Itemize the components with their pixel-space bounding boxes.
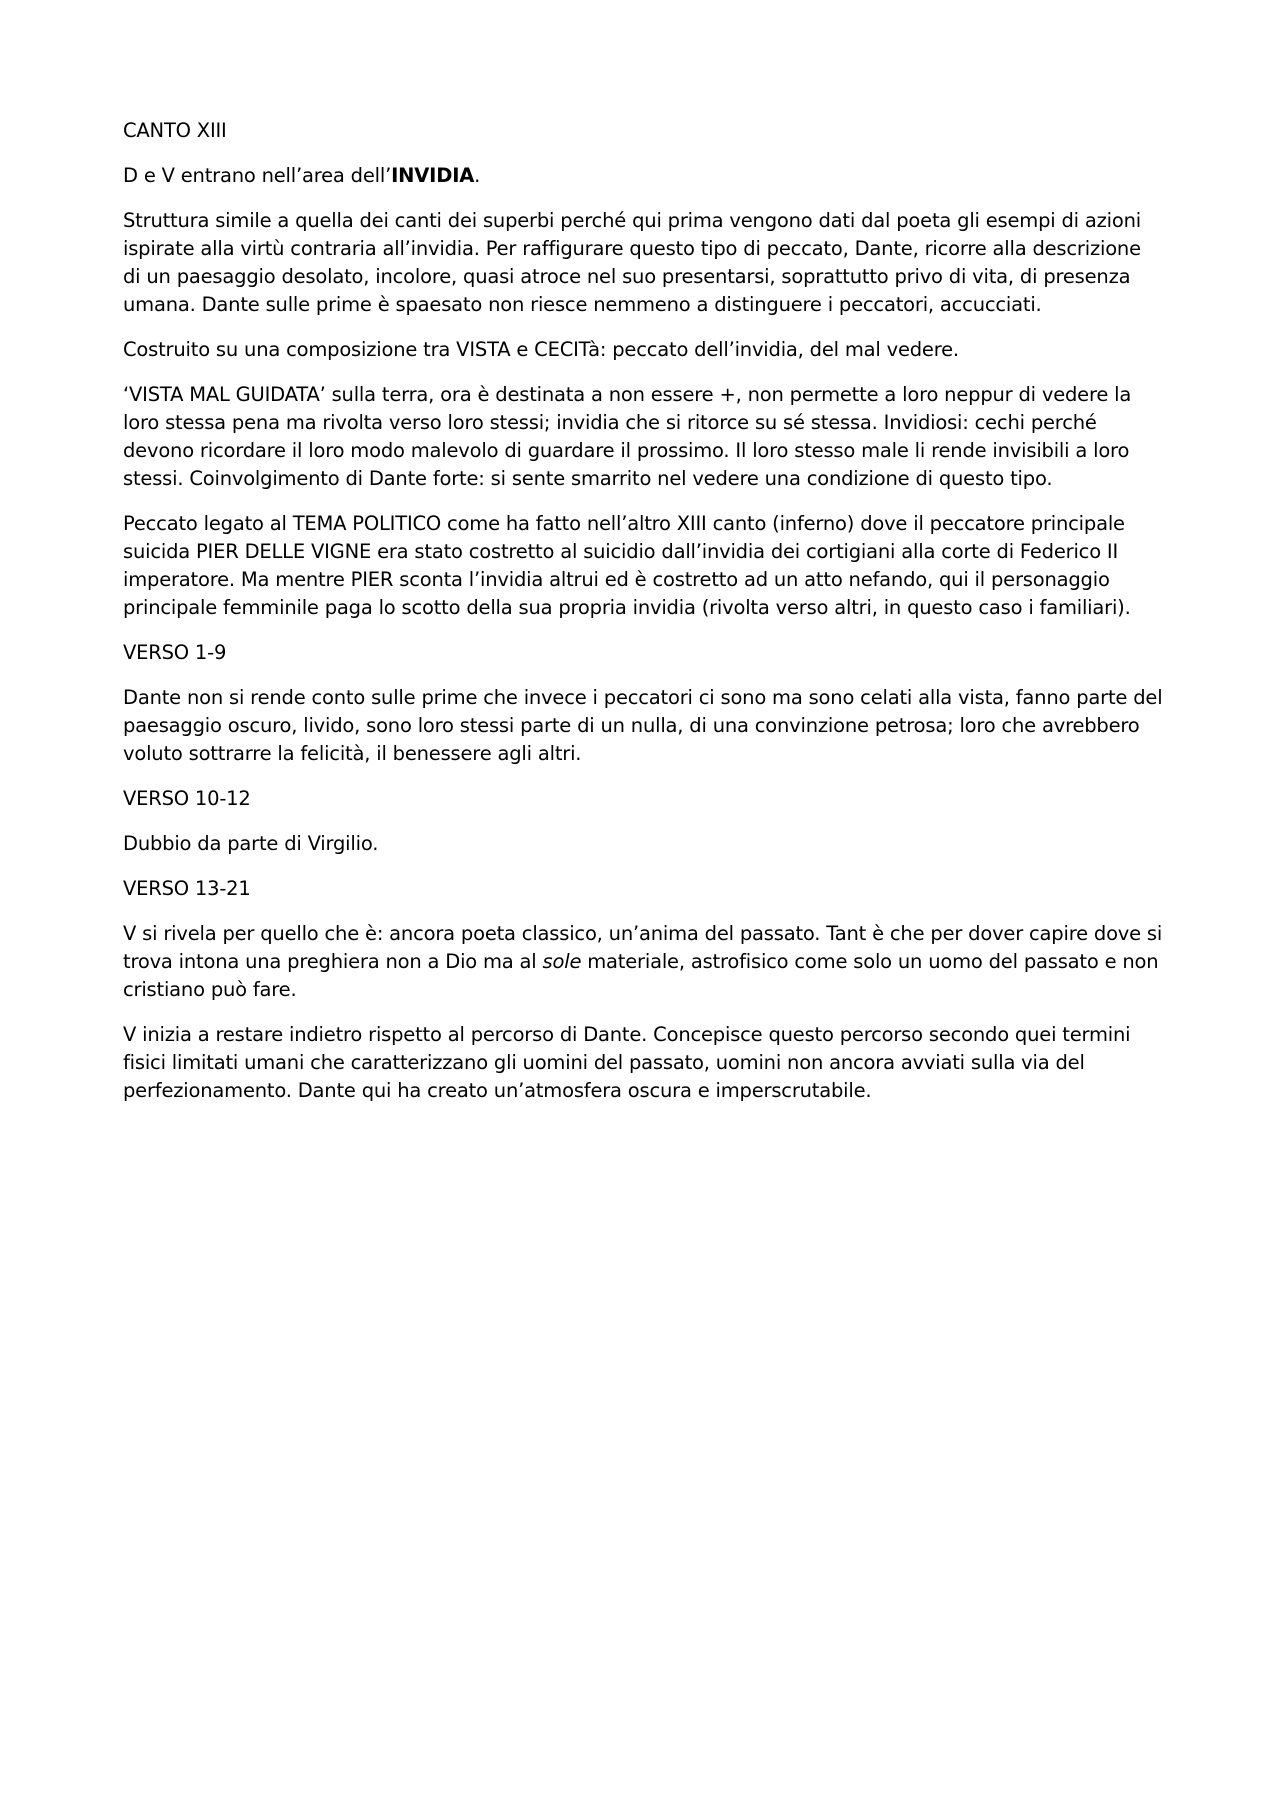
verse-text-13-21 [123,920,1163,1004]
paragraph-composition: Costruito su una composizione tra VISTA e CECITà: peccato dell’invidia, del mal vedere. [123,338,959,361]
paragraph-conclusion: V inizia a restare indietro rispetto al percorso di Dante. Concepisce questo percorso secondo quei termini fisici limitati umani che caratterizzano gli uomini del passato, uomini non ancora avviati sulla via del perfezionamento. Dante qui ha creato un’atmosfera oscura e imperscrutabile. [123,1023,1131,1102]
document-body [123,117,1163,1122]
intro-end: . [474,164,481,187]
verse-text-13-21-italic: sole [542,950,582,973]
intro-keyword: INVIDIA [391,164,475,187]
verse-text-10-12: Dubbio da parte di Virgilio. [123,832,379,855]
verse-text-1-9: Dante non si rende conto sulle prime che invece i peccatori ci sono ma sono celati alla vista, fanno parte del paesaggio oscuro, livido, sono loro stessi parte di un nulla, di una convinzione petrosa; loro che avrebbero voluto sottrarre la felicità, il benessere agli altri. [123,686,1163,765]
intro-paragraph [123,162,1163,190]
canto-heading: CANTO XIII [123,119,227,142]
verse-label-13-21: VERSO 13-21 [123,877,251,900]
verse-text-13-21-end: materiale, astrofisico come solo un uomo del passato e non cristiano può fare. [123,950,1159,1001]
paragraph-political-theme: Peccato legato al TEMA POLITICO come ha fatto nell’altro XIII canto (inferno) dove il peccatore principale suicida PIER DELLE VIGNE era stato costretto al suicidio dall’invidia dei cortigiani alla corte di Federico II imperatore. Ma mentre PIER sconta l’invidia altrui ed è costretto ad un atto nefando, qui il personaggio principale femminile paga lo scotto della sua propria invidia (rivolta verso altri, in questo caso i familiari). [123,512,1131,619]
verse-label-10-12: VERSO 10-12 [123,787,251,810]
paragraph-vista: ‘VISTA MAL GUIDATA’ sulla terra, ora è destinata a non essere +, non permette a loro neppur di vedere la loro stessa pena ma rivolta verso loro stessi; invidia che si ritorce su sé stessa. Invidiosi: cechi perché devono ricordare il loro modo malevolo di guardare il prossimo. Il loro stesso male li rende invisibili a loro stessi. Coinvolgimento di Dante forte: si sente smarrito nel vedere una condizione di questo tipo. [123,383,1132,490]
verse-label-1-9: VERSO 1-9 [123,641,227,664]
intro-text: D e V entrano nell’area dell’ [123,164,392,187]
verse-text-13-21-start: V si rivela per quello che è: ancora poeta classico, un’anima del passato. Tant è che per dover capire dove si trova intona una preghiera non a Dio ma al [123,922,1163,973]
paragraph-structure: Struttura simile a quella dei canti dei superbi perché qui prima vengono dati dal poeta gli esempi di azioni ispirate alla virtù contraria all’invidia. Per raffigurare questo tipo di peccato, Dante, ricorre alla descrizione di un paesaggio desolato, incolore, quasi atroce nel suo presentarsi, soprattutto privo di vita, di presenza umana. Dante sulle prime è spaesato non riesce nemmeno a distinguere i peccatori, accucciati. [123,209,1141,316]
